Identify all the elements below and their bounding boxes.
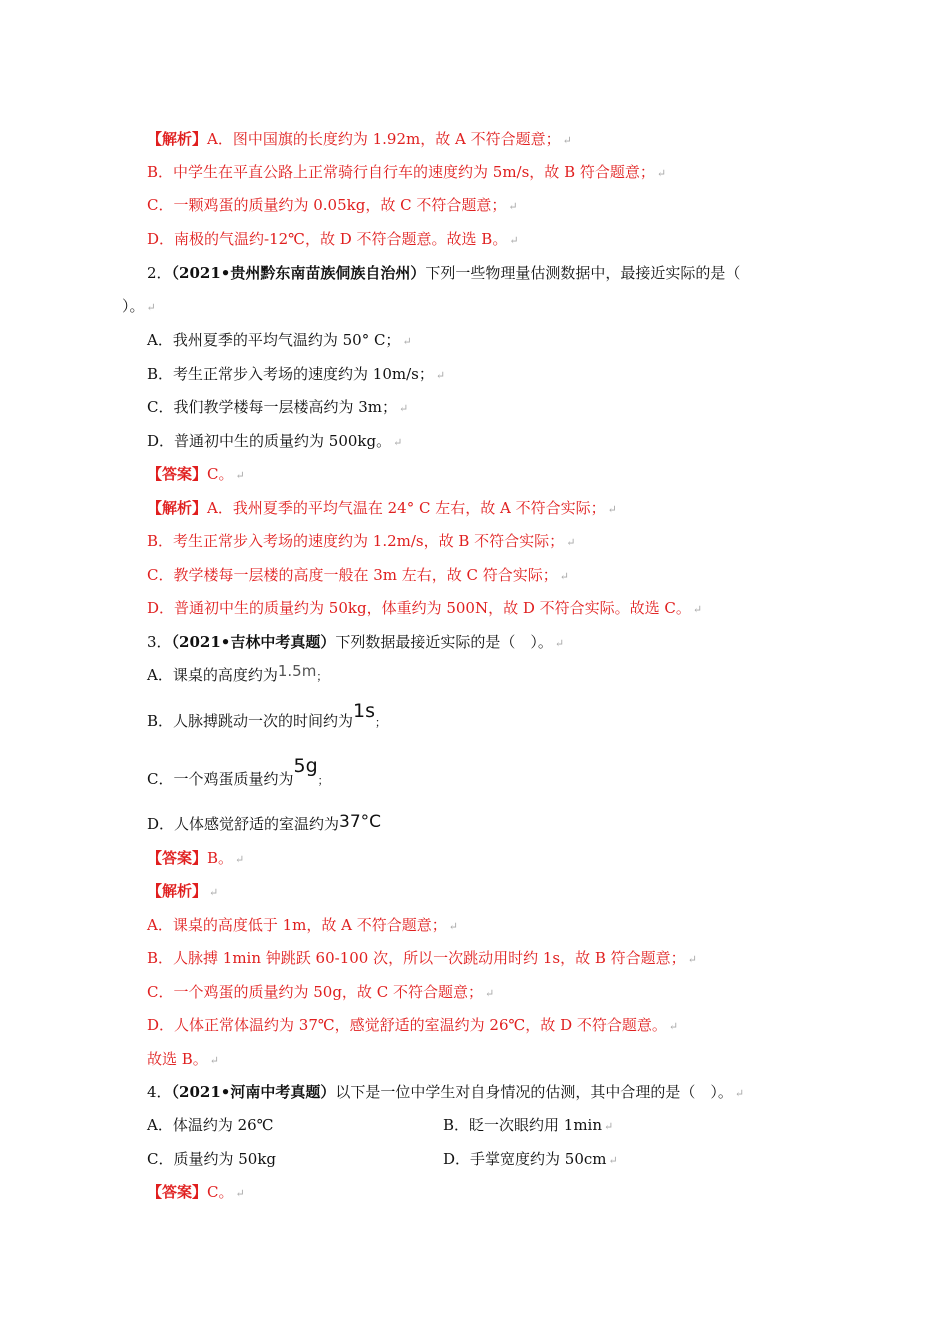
paragraph-mark-icon: ↵ bbox=[607, 503, 617, 516]
q4-answer: 【答案】C。 ↵ bbox=[147, 1183, 245, 1201]
q4-option-a: A．体温约为 26℃ bbox=[147, 1116, 274, 1134]
answer-tag: 【答案】 bbox=[147, 1183, 208, 1201]
paragraph-mark-icon: ↵ bbox=[604, 1120, 614, 1133]
q2-option-c: C．我们教学楼每一层楼高约为 3m； ↵ bbox=[147, 398, 409, 416]
paragraph-mark-icon: ↵ bbox=[209, 1054, 220, 1067]
q3-option-a: A．课桌的高度约为1.5m； bbox=[147, 662, 328, 684]
q3-conclusion: 故选 B。 ↵ bbox=[147, 1050, 220, 1068]
q1-explanation-d: D．南极的气温约-12℃，故 D 不符合题意。故选 B。 ↵ bbox=[147, 230, 519, 248]
q3-answer: 【答案】B。 ↵ bbox=[147, 849, 245, 867]
answer-tag: 【答案】 bbox=[147, 465, 208, 483]
q2-answer: 【答案】C。 ↵ bbox=[147, 465, 245, 483]
q2-option-b: B．考生正常步入考场的速度约为 10m/s； ↵ bbox=[147, 365, 446, 383]
explanation-tag: 【解析】 bbox=[147, 499, 208, 517]
q3-explanation-header bbox=[147, 881, 218, 903]
paragraph-mark-icon: ↵ bbox=[734, 1087, 745, 1100]
paragraph-mark-icon: ↵ bbox=[692, 603, 703, 616]
q3-option-c: C．一个鸡蛋质量约为5g； bbox=[147, 755, 329, 788]
paragraph-mark-icon: ↵ bbox=[559, 570, 570, 583]
q2-stem-continued: ）。 ↵ bbox=[122, 297, 156, 315]
paragraph-mark-icon: ↵ bbox=[399, 402, 409, 415]
q3-option-b: B．人脉搏跳动一次的时间约为1s； bbox=[147, 700, 387, 730]
explanation-tag: 【解析】 bbox=[147, 130, 208, 148]
q4-option-d: D．手掌宽度约为 50cm ↵ bbox=[443, 1150, 618, 1168]
paragraph-mark-icon: ↵ bbox=[235, 1187, 245, 1200]
q2-explanation-a: 【解析】A．我州夏季的平均气温在 24° C 左右，故 A 不符合实际； ↵ bbox=[147, 499, 617, 517]
q1-explanation-a: 【解析】A．图中国旗的长度约为 1.92m，故 A 不符合题意； ↵ bbox=[147, 130, 572, 148]
question-source: （2021•河南中考真题） bbox=[171, 1083, 336, 1101]
paragraph-mark-icon: ↵ bbox=[235, 853, 245, 866]
q2-explanation-c: C．教学楼每一层楼的高度一般在 3m 左右，故 C 符合实际； ↵ bbox=[147, 566, 570, 584]
q3-explanation-d: D．人体正常体温约为 37℃，感觉舒适的室温约为 26℃，故 D 不符合题意。 ↵ bbox=[147, 1016, 679, 1034]
q1-explanation-c: C．一颗鸡蛋的质量约为 0.05kg，故 C 不符合题意； ↵ bbox=[147, 196, 518, 214]
paragraph-mark-icon: ↵ bbox=[562, 134, 572, 147]
question-source: （2021•吉林中考真题） bbox=[171, 633, 336, 651]
paragraph-mark-icon: ↵ bbox=[146, 301, 156, 314]
answer-tag: 【答案】 bbox=[147, 849, 208, 867]
paragraph-mark-icon: ↵ bbox=[566, 536, 576, 549]
q2-explanation-d: D．普通初中生的质量约为 50kg，体重约为 500N，故 D 不符合实际。故选 C。 ↵ bbox=[147, 599, 703, 617]
paragraph-mark-icon: ↵ bbox=[508, 200, 518, 213]
paragraph-mark-icon: ↵ bbox=[608, 1154, 618, 1167]
q3-explanation-a: A．课桌的高度低于 1m，故 A 不符合题意； ↵ bbox=[147, 916, 458, 934]
math-expression: 37°C bbox=[339, 812, 382, 832]
q4-option-b: B．眨一次眼约用 1min ↵ bbox=[443, 1116, 614, 1134]
q4-stem: 4．（2021•河南中考真题）以下是一位中学生对自身情况的估测，其中合理的是（ ）。 ↵ bbox=[147, 1083, 745, 1101]
q3-stem: 3．（2021•吉林中考真题）下列数据最接近实际的是（ ）。 ↵ bbox=[147, 633, 565, 651]
paragraph-mark-icon: ↵ bbox=[209, 886, 219, 899]
q3-option-d: D．人体感觉舒适的室温约为37°C bbox=[147, 812, 382, 833]
math-expression: 1s bbox=[353, 700, 376, 722]
paragraph-mark-icon: ↵ bbox=[656, 167, 667, 180]
math-expression: 1.5m bbox=[277, 662, 317, 680]
paragraph-mark-icon: ↵ bbox=[448, 920, 458, 933]
q4-option-c: C．质量约为 50kg bbox=[147, 1150, 277, 1168]
q2-option-a: A．我州夏季的平均气温约为 50° C； ↵ bbox=[147, 331, 412, 349]
q3-explanation-b: B．人脉搏 1min 钟跳跃 60-100 次，所以一次跳动用时约 1s，故 B 符合题意； ↵ bbox=[147, 949, 697, 967]
paragraph-mark-icon: ↵ bbox=[235, 469, 245, 482]
paragraph-mark-icon: ↵ bbox=[509, 234, 519, 247]
paragraph-mark-icon: ↵ bbox=[435, 369, 446, 382]
q1-explanation-b: B．中学生在平直公路上正常骑行自行车的速度约为 5m/s，故 B 符合题意； ↵ bbox=[147, 163, 667, 181]
math-expression: 5g bbox=[293, 755, 318, 777]
q3-explanation-c: C．一个鸡蛋的质量约为 50g，故 C 不符合题意； ↵ bbox=[147, 983, 495, 1001]
paragraph-mark-icon: ↵ bbox=[554, 637, 565, 650]
paragraph-mark-icon: ↵ bbox=[402, 335, 412, 348]
explanation-tag: 【解析】 bbox=[147, 882, 208, 900]
q2-option-d: D．普通初中生的质量约为 500kg。 ↵ bbox=[147, 432, 403, 450]
question-source: （2021•贵州黔东南苗族侗族自治州） bbox=[171, 264, 426, 282]
paragraph-mark-icon: ↵ bbox=[393, 436, 403, 449]
paragraph-mark-icon: ↵ bbox=[668, 1020, 679, 1033]
paragraph-mark-icon: ↵ bbox=[687, 953, 697, 966]
q2-explanation-b: B．考生正常步入考场的速度约为 1.2m/s，故 B 不符合实际； ↵ bbox=[147, 532, 576, 550]
paragraph-mark-icon: ↵ bbox=[484, 987, 495, 1000]
q2-stem: 2．（2021•贵州黔东南苗族侗族自治州）下列一些物理量估测数据中，最接近实际的是（ bbox=[147, 264, 741, 282]
